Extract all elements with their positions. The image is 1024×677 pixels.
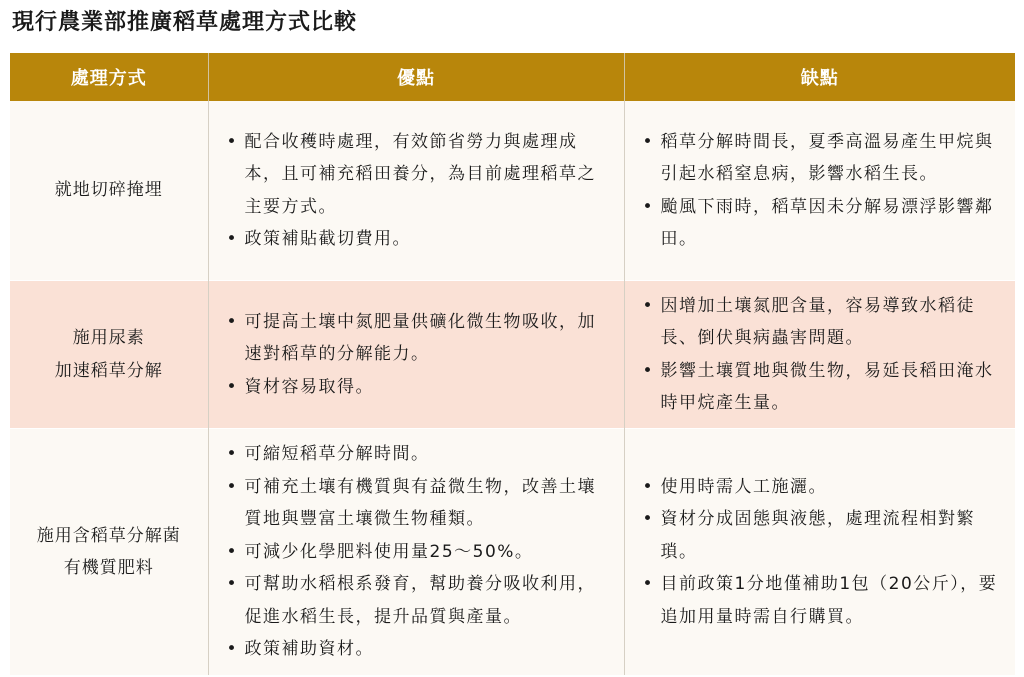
method-cell xyxy=(10,101,208,281)
cons-list xyxy=(625,126,1016,256)
method-label: 有機質肥料 xyxy=(63,558,154,578)
list-item: • 政策補貼截切費用。 xyxy=(225,223,612,256)
list-item: • 因增加土壤氮肥含量，容易導致水稻徒長、倒伏與病蟲害問題。 xyxy=(641,290,1004,355)
list-item: • 稻草分解時間長，夏季高溫易產生甲烷與引起水稻窒息病，影響水稻生長。 xyxy=(641,126,1004,191)
header-cons: 缺點 xyxy=(624,53,1015,101)
table-row xyxy=(10,281,1015,429)
list-item: • 政策補助資材。 xyxy=(225,633,612,666)
pros-list xyxy=(209,306,624,404)
cons-cell xyxy=(624,281,1015,429)
page-title: 現行農業部推廣稻草處理方式比較 xyxy=(12,10,358,35)
pros-cell xyxy=(208,101,624,281)
pros-list xyxy=(209,126,624,256)
list-item: • 目前政策1分地僅補助1包（20公斤），要追加用量時需自行購買。 xyxy=(641,568,1004,633)
list-item: • 資材容易取得。 xyxy=(225,371,612,404)
header-pros: 優點 xyxy=(208,53,624,101)
method-label: 施用尿素 xyxy=(72,328,145,348)
cons-cell xyxy=(624,429,1015,676)
list-item: • 可提高土壤中氮肥量供礦化微生物吸收，加速對稻草的分解能力。 xyxy=(225,306,612,371)
list-item: • 使用時需人工施灑。 xyxy=(641,471,1004,504)
list-item: • 颱風下雨時，稻草因未分解易漂浮影響鄰田。 xyxy=(641,191,1004,256)
list-item: • 配合收穫時處理，有效節省勞力與處理成本，且可補充稻田養分，為目前處理稻草之主要方式。 xyxy=(225,126,612,224)
method-cell xyxy=(10,429,208,676)
list-item: • 影響土壤質地與微生物，易延長稻田淹水時甲烷產生量。 xyxy=(641,355,1004,420)
list-item: • 資材分成固態與液態，處理流程相對繁瑣。 xyxy=(641,503,1004,568)
table-header-row xyxy=(10,53,1015,101)
method-cell xyxy=(10,281,208,429)
cons-list xyxy=(625,471,1016,634)
table-row xyxy=(10,429,1015,676)
cons-cell xyxy=(624,101,1015,281)
list-item: • 可補充土壤有機質與有益微生物，改善土壤質地與豐富土壤微生物種類。 xyxy=(225,471,612,536)
header-method: 處理方式 xyxy=(10,53,208,101)
pros-list xyxy=(209,438,624,666)
list-item: • 可幫助水稻根系發育，幫助養分吸收利用，促進水稻生長，提升品質與產量。 xyxy=(225,568,612,633)
method-label: 施用含稻草分解菌 xyxy=(36,525,181,546)
comparison-table xyxy=(10,53,1015,675)
method-label: 加速稻草分解 xyxy=(54,360,163,381)
pros-cell xyxy=(208,429,624,676)
table-row xyxy=(10,101,1015,281)
method-label: 就地切碎掩埋 xyxy=(54,180,163,201)
list-item: • 可縮短稻草分解時間。 xyxy=(225,438,612,471)
list-item: • 可減少化學肥料使用量25～50%。 xyxy=(225,536,612,569)
pros-cell xyxy=(208,281,624,429)
cons-list xyxy=(625,290,1016,420)
